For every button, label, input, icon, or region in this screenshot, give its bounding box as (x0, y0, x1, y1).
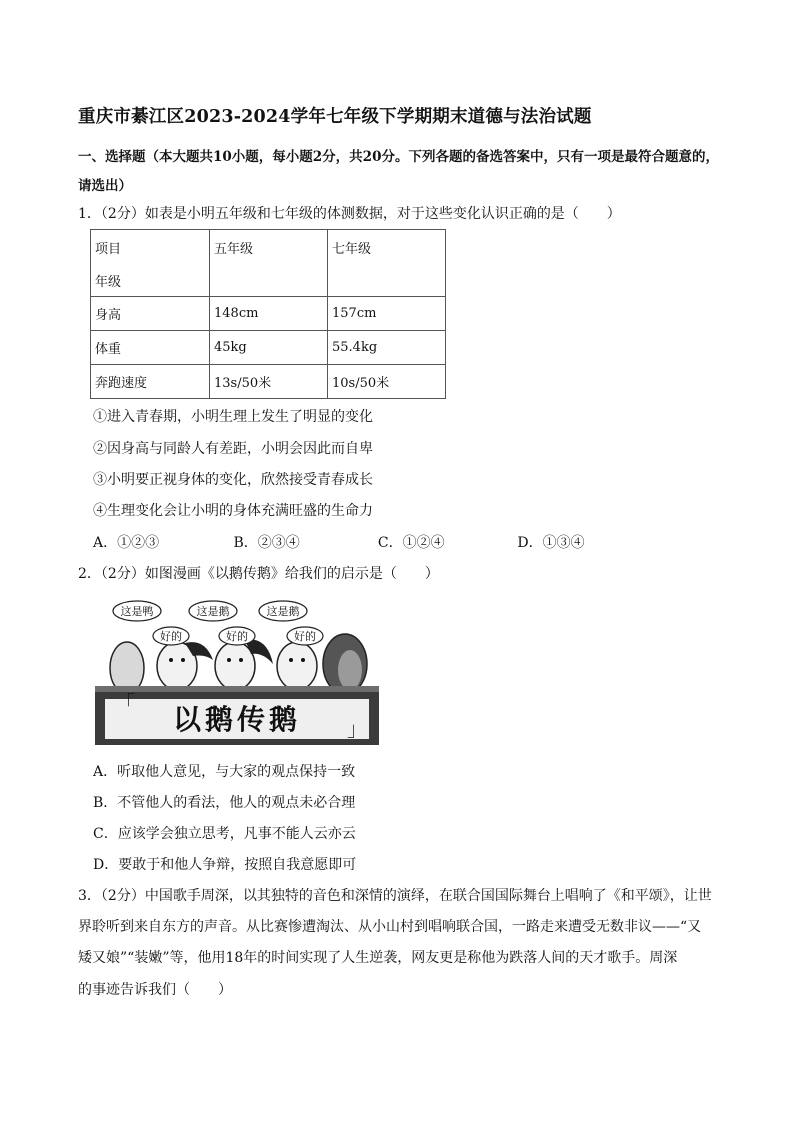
cell-value: 148cm (210, 297, 328, 331)
question-1-stem: 1．（2分）如表是小明五年级和七年级的体测数据，对于这些变化认识正确的是（ ） (78, 206, 621, 222)
cell-value: 10s/50米 (328, 365, 446, 399)
question-1-options (93, 534, 585, 552)
statement-2: ②因身高与同龄人有差距，小明会因此而自卑 (93, 441, 373, 457)
question-3-line: 界聆听到来自东方的声音。从比赛惨遭淘汰、从小山村到唱响联合国，一路走来遭受无数非议——“又 (78, 919, 702, 935)
question-2-option-a[interactable]: A．听取他人意见，与大家的观点保持一致 (93, 764, 356, 780)
cell-value: 13s/50米 (210, 365, 328, 399)
bubble-text: 这是鸭 (120, 605, 154, 618)
cell-value: 45kg (210, 331, 328, 365)
question-2-option-b[interactable]: B．不管他人的看法，他人的观点未必合理 (93, 795, 356, 811)
cell-value: 157cm (328, 297, 446, 331)
comic-caption: 以鹅传鹅 (172, 703, 302, 736)
bubble-text: 这是鹅 (196, 605, 230, 618)
bubble-text: 好的 (226, 630, 248, 643)
section-heading: 一、选择题（本大题共10小题，每小题2分，共20分。下列各题的备选答案中，只有一项是最符合题意的，请选出） (78, 149, 719, 194)
header-grade5: 五年级 (210, 230, 328, 297)
fitness-data-table (90, 229, 446, 399)
svg-text:」: 」 (347, 717, 367, 741)
bubble-text: 好的 (160, 630, 182, 643)
table-corner-cell (91, 230, 210, 297)
table-header-row (91, 230, 446, 297)
table-row (91, 297, 446, 331)
bubble-text: 好的 (294, 630, 316, 643)
question-2-option-c[interactable]: C．应该学会独立思考，凡事不能人云亦云 (93, 826, 356, 842)
statement-1: ①进入青春期，小明生理上发生了明显的变化 (93, 409, 373, 425)
question-3-line: 矮又娘”“装嫩”等，他用18年的时间实现了人生逆袭，网友更是称他为跌落人间的天才歌手。周深 (78, 950, 678, 966)
option-d[interactable]: D．①③④ (517, 535, 585, 551)
question-2-option-d[interactable]: D．要敢于和他人争辩，按照自我意愿即可 (93, 857, 357, 873)
row-label: 体重 (91, 331, 210, 365)
page-title: 重庆市綦江区2023-2024学年七年级下学期期末道德与法治试题 (78, 107, 592, 127)
question-2-stem: 2．（2分）如图漫画《以鹅传鹅》给我们的启示是（ ） (78, 566, 439, 582)
option-b[interactable]: B．②③④ (233, 535, 300, 551)
comic-image (95, 598, 379, 745)
cell-value: 55.4kg (328, 331, 446, 365)
question-3-line: 的事迹告诉我们（ ） (78, 982, 232, 998)
svg-text:「: 「 (115, 691, 135, 715)
comic-ground (95, 686, 379, 692)
header-grade7: 七年级 (328, 230, 446, 297)
header-item-label: 项目 (95, 242, 122, 257)
header-grade-label: 年级 (95, 275, 122, 290)
bubble-text: 这是鹅 (266, 605, 300, 618)
table-row (91, 331, 446, 365)
question-3-line: 3．（2分）中国歌手周深，以其独特的音色和深情的演绎，在联合国国际舞台上唱响了《和平颂》，让世 (78, 888, 712, 904)
statement-4: ④生理变化会让小明的身体充满旺盛的生命力 (93, 503, 373, 519)
row-label: 奔跑速度 (91, 365, 210, 399)
option-c[interactable]: C．①②④ (377, 535, 445, 551)
option-a[interactable]: A．①②③ (93, 535, 160, 551)
statement-3: ③小明要正视身体的变化，欣然接受青春成长 (93, 472, 373, 488)
table-row (91, 365, 446, 399)
row-label: 身高 (91, 297, 210, 331)
